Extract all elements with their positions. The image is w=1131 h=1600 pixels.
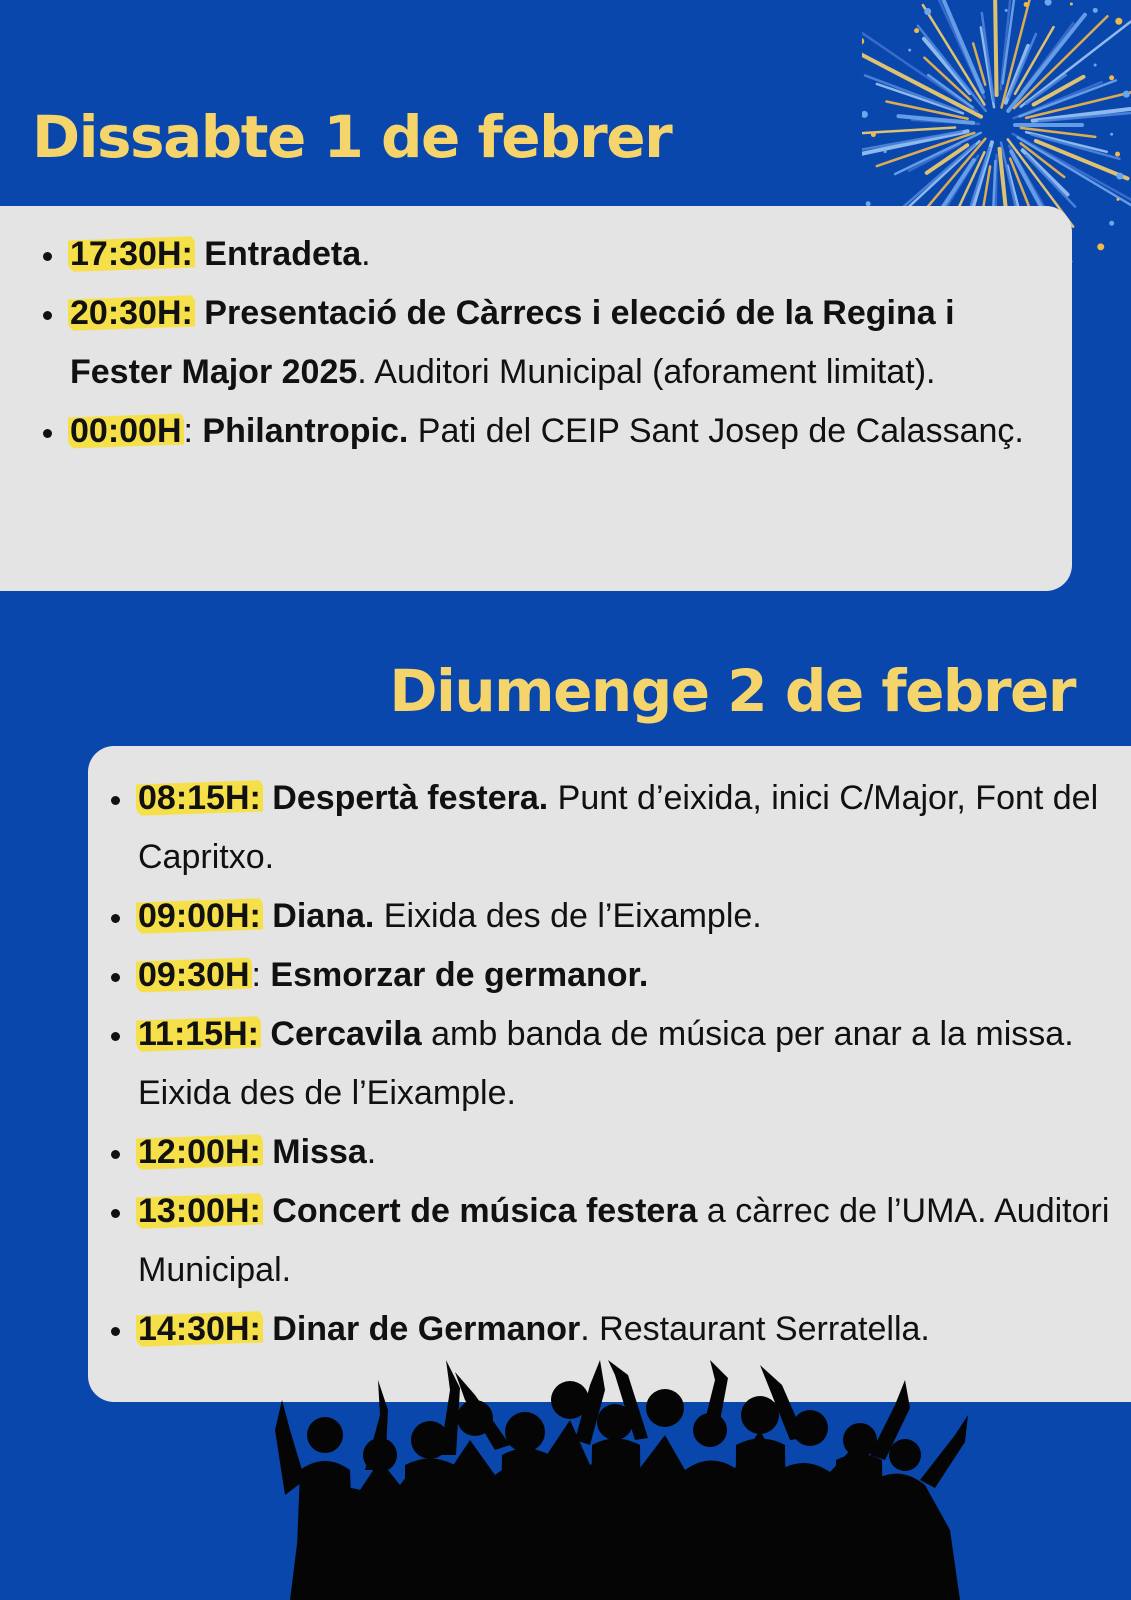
- firework-spark: [914, 28, 919, 33]
- event-time: 08:15H:: [138, 779, 261, 817]
- event-name: Esmorzar de germanor.: [260, 956, 649, 994]
- event-item: [40, 225, 1032, 284]
- firework-ray: [1008, 166, 1019, 208]
- event-item: [40, 284, 1032, 402]
- saturday-schedule-panel: [0, 206, 1072, 591]
- event-name: Concert de música festera: [262, 1192, 698, 1230]
- event-item: [108, 887, 1111, 946]
- firework-ray: [995, 0, 996, 95]
- saturday-event-list: [40, 225, 1032, 461]
- event-time-separator: :: [251, 956, 261, 994]
- event-name: Despertà festera.: [262, 779, 549, 817]
- event-time: 00:00H: [70, 412, 182, 450]
- event-name: Entradeta: [194, 235, 362, 273]
- firework-spark: [1045, 0, 1052, 6]
- event-item: [108, 1005, 1111, 1123]
- sunday-title: Diumenge 2 de febrer: [389, 657, 1075, 725]
- event-name: Presentació de Càrrecs i elecció de la Regina i Fester Major 2025: [70, 294, 955, 391]
- event-time-separator: :: [183, 412, 193, 450]
- event-item: [40, 402, 1032, 461]
- event-time: 13:00H:: [138, 1192, 261, 1230]
- firework-ray: [1014, 16, 1107, 108]
- event-time: 14:30H:: [138, 1310, 261, 1348]
- event-item: [108, 1182, 1111, 1300]
- firework-spark: [862, 38, 864, 45]
- crowd-silhouette: [270, 1360, 970, 1600]
- firework-spark: [1024, 2, 1029, 7]
- firework-spark: [1094, 64, 1097, 67]
- firework-spark: [1109, 75, 1114, 80]
- event-name: Diana.: [262, 897, 375, 935]
- sunday-event-list: [108, 769, 1111, 1359]
- firework-ray: [982, 13, 994, 101]
- firework-spark: [884, 150, 887, 153]
- saturday-title: Dissabte 1 de febrer: [32, 103, 672, 171]
- event-details: a càrrec de l’UMA. Auditori Municipal.: [138, 1192, 1110, 1289]
- event-time: 20:30H:: [70, 294, 193, 332]
- event-item: [108, 1123, 1111, 1182]
- firework-spark: [1070, 3, 1073, 6]
- sunday-schedule-panel: [88, 746, 1131, 1402]
- event-details: Eixida des de l’Eixample.: [374, 897, 762, 935]
- firework-spark: [1109, 221, 1114, 226]
- firework-spark: [924, 8, 931, 15]
- event-name: Cercavila: [260, 1015, 422, 1053]
- event-details: Pati del CEIP Sant Josep de Calassanç.: [408, 412, 1024, 450]
- event-details: Punt d’eixida, inici C/Major, Font del Capritxo.: [138, 779, 1099, 876]
- firework-spark: [1116, 173, 1123, 180]
- event-details: .: [361, 235, 371, 273]
- event-name: Dinar de Germanor: [262, 1310, 581, 1348]
- event-item: [108, 769, 1111, 887]
- event-details: . Auditori Municipal (aforament limitat).: [357, 353, 936, 391]
- firework-spark: [1115, 18, 1122, 25]
- event-time: 11:15H:: [138, 1015, 259, 1053]
- event-item: [108, 1300, 1111, 1359]
- firework-spark: [1110, 133, 1113, 136]
- firework-spark: [1123, 91, 1130, 98]
- firework-spark: [908, 49, 911, 52]
- firework-spark: [1093, 8, 1098, 13]
- event-time: 12:00H:: [138, 1133, 261, 1171]
- firework-spark: [871, 132, 876, 137]
- event-time: 09:00H:: [138, 897, 261, 935]
- event-name: Philantropic.: [192, 412, 409, 450]
- firework-spark: [1097, 243, 1104, 250]
- event-time: 09:30H: [138, 956, 250, 994]
- firework-spark: [862, 111, 868, 118]
- event-details: amb banda de música per anar a la missa. Eixida des de l’Eixample.: [138, 1015, 1074, 1112]
- event-item: [108, 946, 1111, 1005]
- crowd-silhouette-shapes: [275, 1360, 968, 1600]
- firework-ray: [862, 131, 968, 154]
- event-details: . Restaurant Serratella.: [580, 1310, 930, 1348]
- firework-spark: [1115, 152, 1120, 157]
- event-details: .: [366, 1133, 377, 1171]
- event-name: Missa: [262, 1133, 367, 1171]
- firework-spark: [1005, 9, 1008, 12]
- firework-spark: [1116, 198, 1119, 201]
- event-time: 17:30H:: [70, 235, 193, 273]
